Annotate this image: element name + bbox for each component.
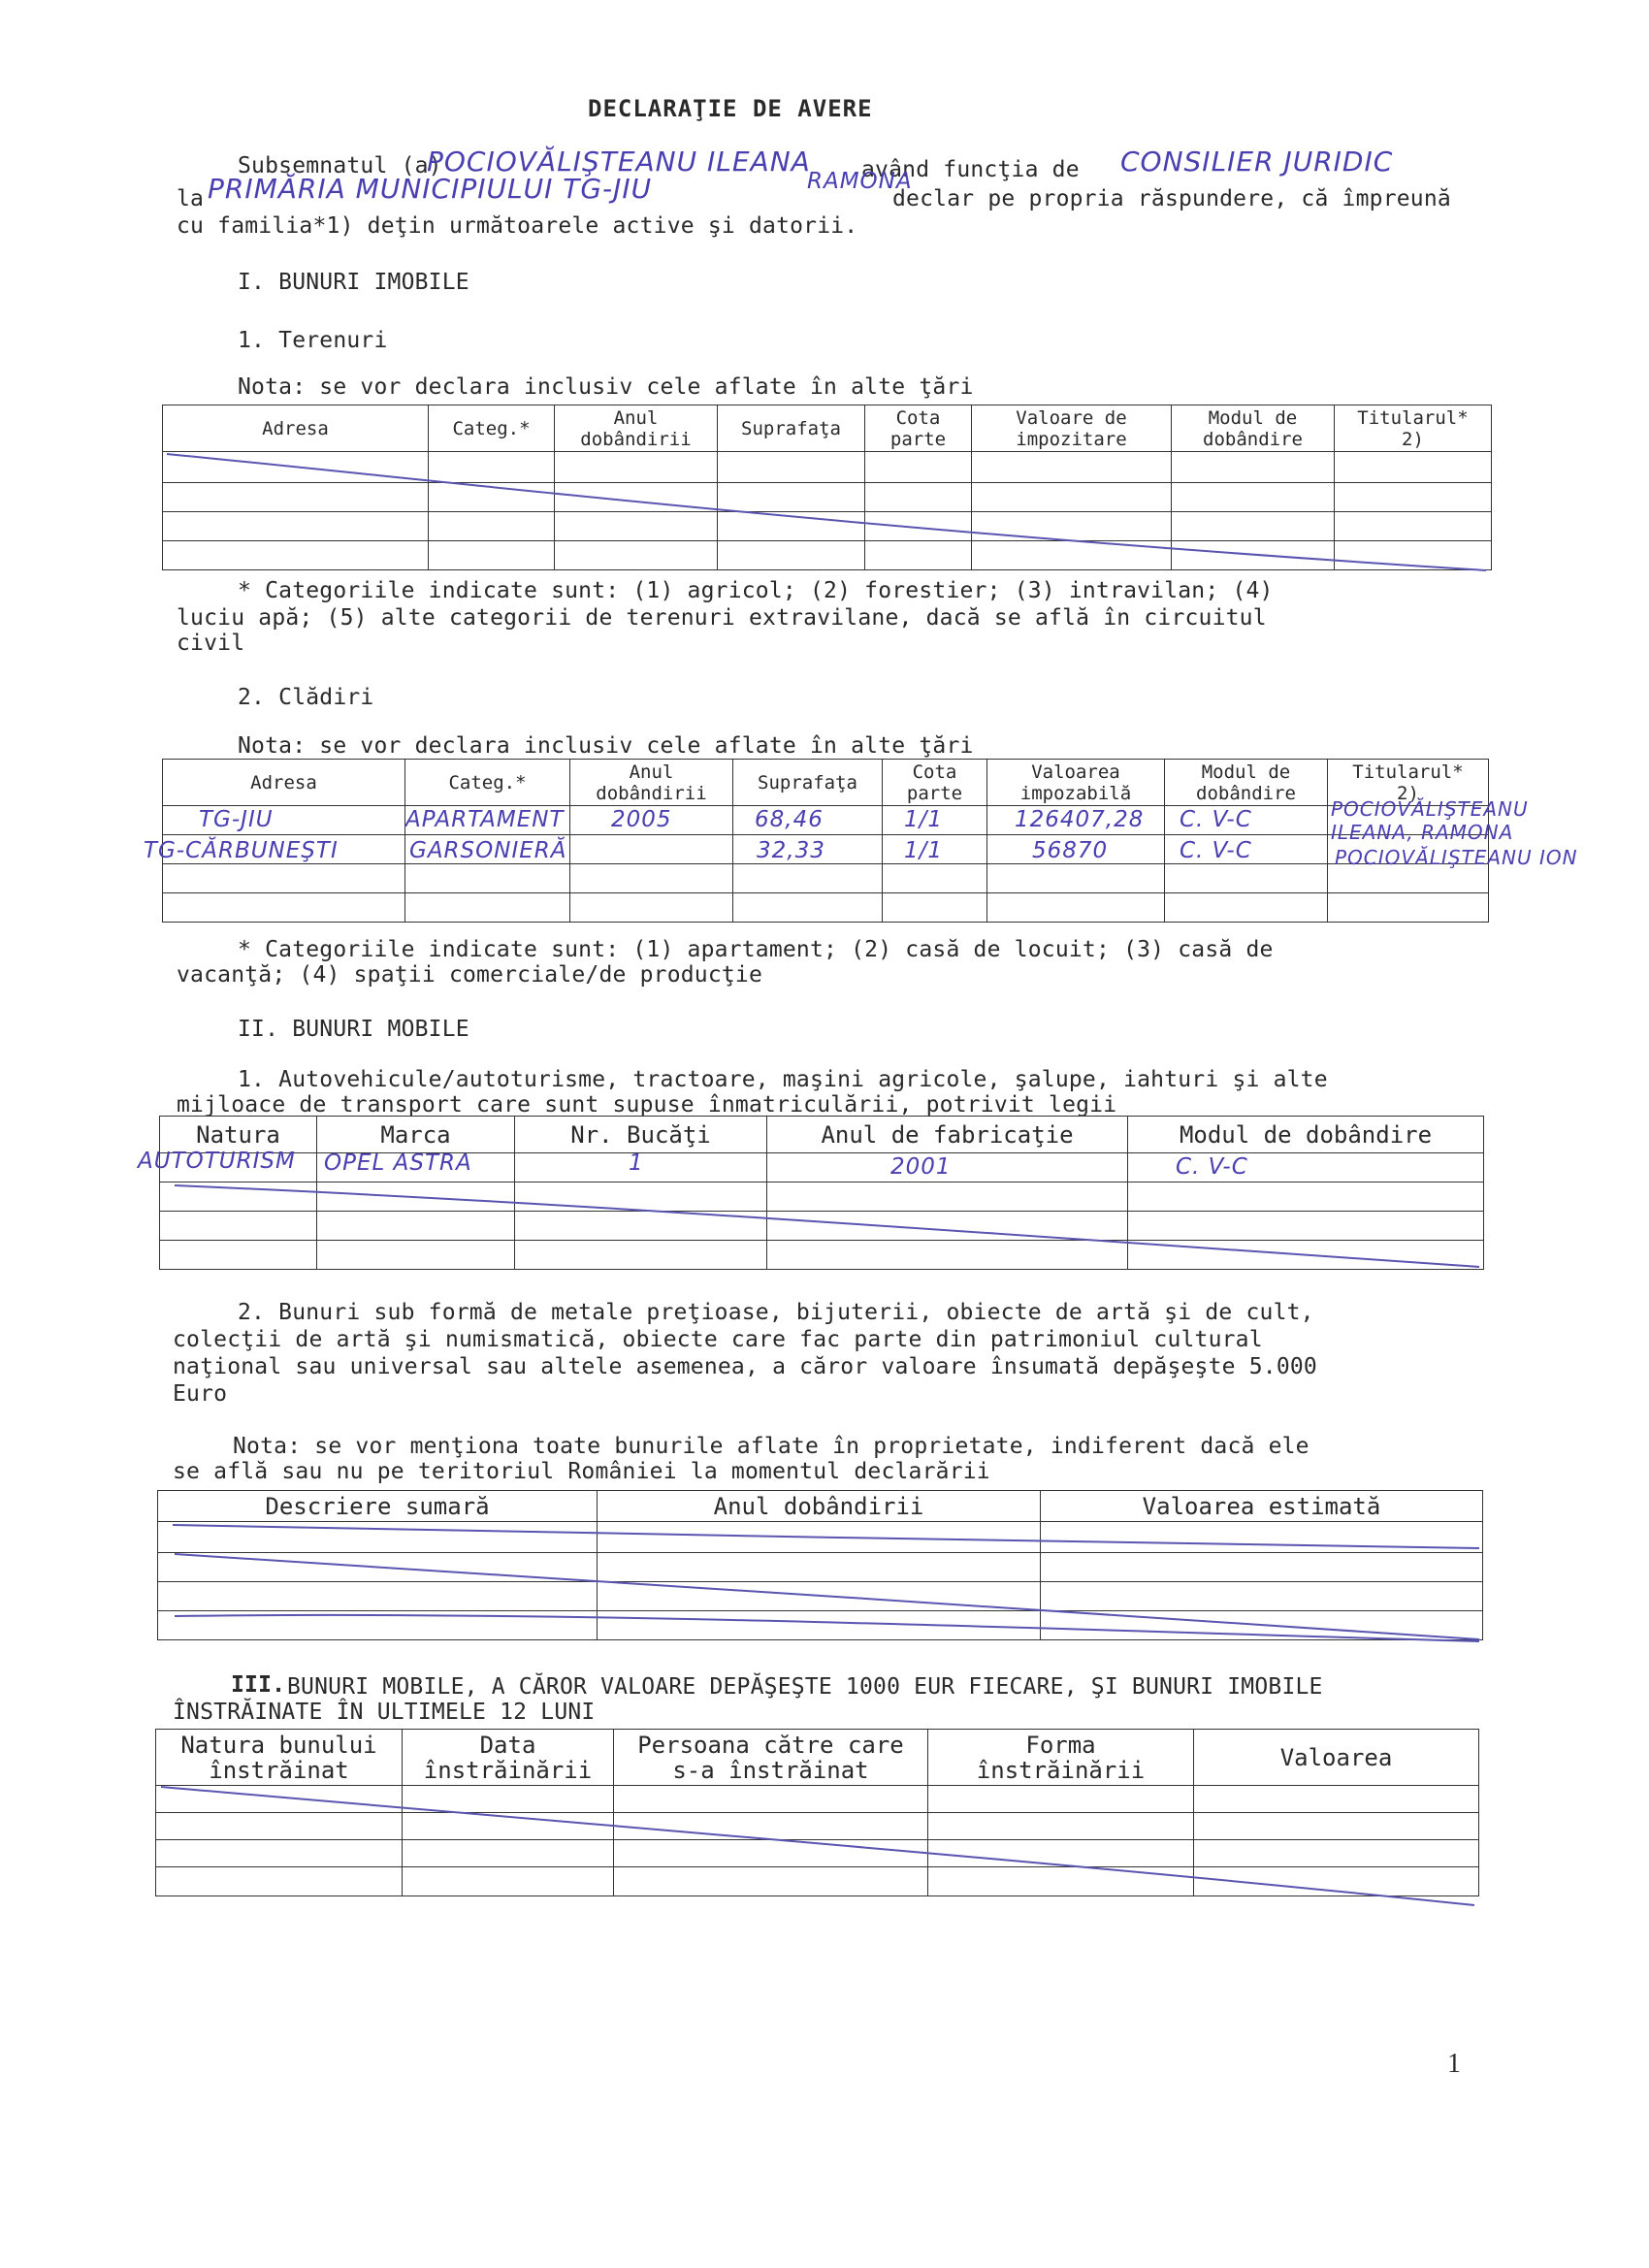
- cladiri-r1-adresa: TG-JIU: [199, 807, 274, 832]
- cladiri-header-anul: Anul dobândirii: [570, 760, 733, 806]
- auto-r1-marca: OPEL ASTRA: [324, 1150, 472, 1176]
- terenuri-nota: Nota: se vor declara inclusiv cele aflate în alte ţări: [238, 374, 974, 400]
- document-title: DECLARAŢIE DE AVERE: [588, 95, 873, 122]
- bunuri-intro-l1: 2. Bunuri sub formă de metale preţioase, bijuterii, obiecte de artă şi de cult,: [238, 1300, 1314, 1325]
- cladiri-r1-categ: APARTAMENT: [405, 807, 565, 832]
- cladiri-nota: Nota: se vor declara inclusiv cele aflate în alte ţări: [238, 733, 974, 759]
- intro-line1-b: având funcţia de: [861, 157, 1080, 182]
- cladiri-subheading: 2. Clădiri: [238, 685, 374, 710]
- cladiri-r1-anul: 2005: [611, 807, 672, 832]
- cladiri-footnote-l1: * Categoriile indicate sunt: (1) apartament; (2) casă de locuit; (3) casă de: [238, 937, 1274, 962]
- terenuri-header-modul: Modul de dobândire: [1172, 405, 1335, 452]
- terenuri-header-adresa: Adresa: [163, 405, 429, 452]
- cladiri-header-valoare: Valoarea impozabilă: [987, 760, 1165, 806]
- terenuri-header-anul: Anul dobândirii: [555, 405, 718, 452]
- terenuri-table: [162, 405, 1492, 570]
- table-row: [163, 452, 1492, 483]
- table-row: [156, 1840, 1479, 1867]
- table-row: [158, 1522, 1483, 1553]
- auto-intro-l1: 1. Autovehicule/autoturisme, tractoare, maşini agricole, şalupe, iahturi şi alte: [238, 1067, 1328, 1092]
- table-row: [158, 1553, 1483, 1582]
- cladiri-r1-modul: C. V-C: [1180, 807, 1252, 832]
- bunuri-intro-l3: naţional sau universal sau altele asemenea, a căror valoare însumată depăşeşte 5.000: [173, 1354, 1317, 1379]
- cladiri-header-suprafata: Suprafaţa: [733, 760, 883, 806]
- table-row: [163, 893, 1489, 923]
- cladiri-r2-adresa: TG-CĂRBUNEŞTI: [144, 838, 339, 863]
- terenuri-subheading: 1. Terenuri: [238, 328, 388, 353]
- bunuri-table: [157, 1490, 1483, 1640]
- terenuri-header-categ: Categ.*: [429, 405, 555, 452]
- section3-heading-l2: ÎNSTRĂINATE ÎN ULTIMELE 12 LUNI: [173, 1700, 596, 1725]
- instrainate-header-forma: Forma înstrăinării: [928, 1730, 1194, 1786]
- table-row: [158, 1611, 1483, 1640]
- auto-r1-anul: 2001: [890, 1154, 952, 1180]
- auto-header-modul: Modul de dobândire: [1128, 1117, 1484, 1153]
- section3-heading-l1: BUNURI MOBILE, A CĂROR VALOARE DEPĂŞEŞTE 1000 EUR FIECARE, ŞI BUNURI IMOBILE: [287, 1674, 1323, 1700]
- table-row: [163, 835, 1489, 864]
- terenuri-footnote-l3: civil: [177, 631, 245, 656]
- terenuri-header-titular: Titularul* 2): [1335, 405, 1492, 452]
- terenuri-header-suprafata: Suprafaţa: [718, 405, 865, 452]
- intro-line2-a: la: [177, 186, 205, 211]
- table-row: [158, 1582, 1483, 1611]
- declarant-second-name: RAMONA: [807, 169, 913, 194]
- bunuri-header-descriere: Descriere sumară: [158, 1491, 598, 1522]
- instrainate-table: [155, 1729, 1479, 1896]
- cladiri-table: [162, 759, 1489, 923]
- bunuri-intro-l2: colecţii de artă şi numismatică, obiecte care fac parte din patrimoniul cultural: [173, 1327, 1263, 1352]
- table-row: [160, 1183, 1484, 1212]
- cladiri-footnote-l2: vacanţă; (4) spaţii comerciale/de producţie: [177, 962, 763, 988]
- instrainate-header-natura: Natura bunului înstrăinat: [156, 1730, 403, 1786]
- table-row: [156, 1813, 1479, 1840]
- declarant-name: POCIOVĂLIŞTEANU ILEANA: [427, 146, 811, 178]
- declarant-institution: PRIMĂRIA MUNICIPIULUI TG-JIU: [208, 173, 653, 205]
- auto-header-anul: Anul de fabricaţie: [767, 1117, 1128, 1153]
- auto-header-marca: Marca: [317, 1117, 515, 1153]
- cladiri-r1-titular: POCIOVĂLIŞTEANU ILEANA, RAMONA: [1331, 797, 1529, 844]
- cladiri-r2-titular: POCIOVĂLIŞTEANU ION: [1335, 846, 1578, 869]
- cladiri-r2-modul: C. V-C: [1180, 838, 1252, 863]
- cladiri-r1-suprafata: 68,46: [755, 807, 824, 832]
- cladiri-r1-cota: 1/1: [904, 807, 944, 832]
- cladiri-header-adresa: Adresa: [163, 760, 405, 806]
- cladiri-header-titular: Titularul* 2): [1328, 760, 1489, 806]
- table-row: [160, 1241, 1484, 1270]
- cladiri-header-modul: Modul de dobândire: [1165, 760, 1328, 806]
- auto-r1-nr: 1: [629, 1150, 644, 1176]
- instrainate-header-persoana: Persoana către care s-a înstrăinat: [614, 1730, 928, 1786]
- section1-heading: I. BUNURI IMOBILE: [238, 270, 469, 295]
- cladiri-r2-cota: 1/1: [904, 838, 944, 863]
- table-row: [163, 541, 1492, 570]
- terenuri-header-valoare: Valoare de impozitare: [972, 405, 1172, 452]
- bunuri-nota-l2: se află sau nu pe teritoriul României la momentul declarării: [173, 1459, 990, 1484]
- cladiri-r2-valoare: 56870: [1032, 838, 1109, 863]
- cladiri-r2-categ: GARSONIERĂ: [409, 838, 567, 863]
- table-row: [163, 512, 1492, 541]
- section2-heading: II. BUNURI MOBILE: [238, 1017, 469, 1042]
- terenuri-footnote-l1: * Categoriile indicate sunt: (1) agricol; (2) forestier; (3) intravilan; (4): [238, 578, 1274, 603]
- intro-line3: cu familia*1) deţin următoarele active şi datorii.: [177, 213, 858, 239]
- auto-intro-l2: mijloace de transport care sunt supuse înmatriculării, potrivit legii: [177, 1092, 1117, 1118]
- terenuri-header-cota: Cota parte: [865, 405, 972, 452]
- page-number: 1: [1447, 2049, 1461, 2079]
- instrainate-header-valoarea: Valoarea: [1194, 1730, 1479, 1786]
- auto-table: [159, 1116, 1484, 1270]
- bunuri-header-valoarea: Valoarea estimată: [1041, 1491, 1483, 1522]
- table-row: [163, 864, 1489, 893]
- intro-line2-b: declar pe propria răspundere, că împreună: [892, 186, 1451, 211]
- cladiri-r2-suprafata: 32,33: [757, 838, 825, 863]
- intro-line1-a: Subsemnatul (a): [238, 153, 442, 178]
- table-row: [163, 483, 1492, 512]
- cladiri-header-cota: Cota parte: [883, 760, 987, 806]
- table-row: [156, 1867, 1479, 1896]
- instrainate-header-data: Data înstrăinării: [403, 1730, 614, 1786]
- auto-r1-natura: AUTOTURISM: [138, 1149, 296, 1174]
- table-row: [156, 1786, 1479, 1813]
- bunuri-header-anul: Anul dobândirii: [598, 1491, 1041, 1522]
- declarant-function: CONSILIER JURIDIC: [1120, 146, 1394, 178]
- auto-r1-modul: C. V-C: [1176, 1154, 1248, 1180]
- terenuri-footnote-l2: luciu apă; (5) alte categorii de terenuri extravilane, dacă se află în circuitul: [177, 605, 1267, 631]
- cladiri-header-categ: Categ.*: [405, 760, 570, 806]
- auto-header-nr: Nr. Bucăţi: [515, 1117, 767, 1153]
- cladiri-r1-valoare: 126407,28: [1015, 807, 1145, 832]
- section3-heading-num: III.: [231, 1672, 286, 1698]
- bunuri-intro-l4: Euro: [173, 1381, 228, 1407]
- bunuri-nota-l1: Nota: se vor menţiona toate bunurile aflate în proprietate, indiferent dacă ele: [233, 1434, 1310, 1459]
- table-row: [163, 806, 1489, 835]
- table-row: [160, 1212, 1484, 1241]
- auto-header-natura: Natura: [160, 1117, 317, 1153]
